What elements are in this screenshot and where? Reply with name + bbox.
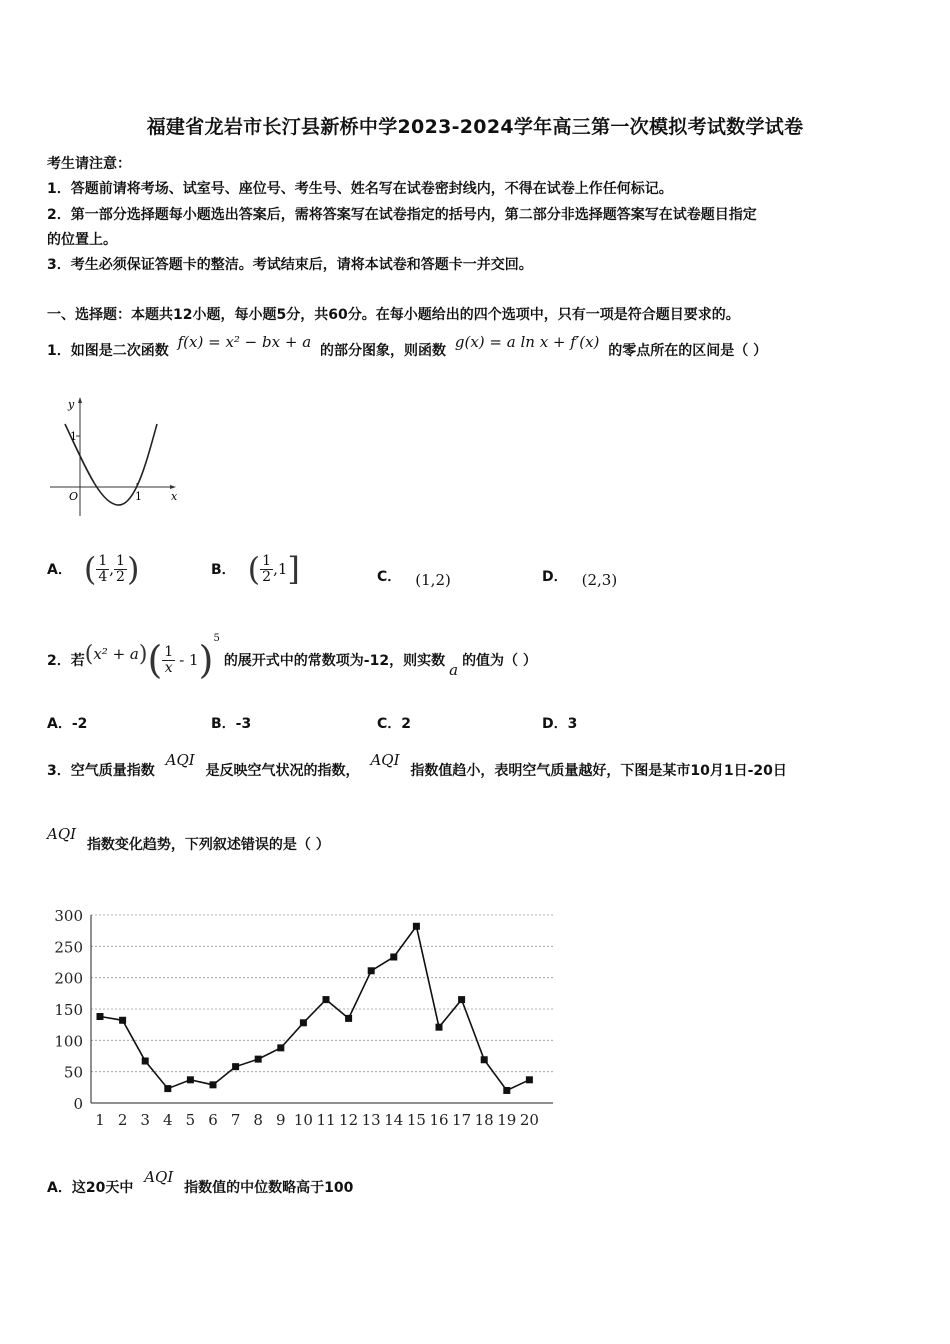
q2-suffix: 的值为（ ） xyxy=(462,653,537,669)
x-tick-label: 3 xyxy=(140,1111,150,1129)
option-label: A． xyxy=(47,716,72,732)
q3-line2: 指数变化趋势，下列叙述错误的是（ ） xyxy=(86,837,330,853)
x-tick-label: 4 xyxy=(163,1111,173,1129)
option-value: (1,2) xyxy=(415,571,451,589)
y-tick-label: 300 xyxy=(54,907,83,925)
frac-den: 4 xyxy=(98,568,108,585)
aqi-data-point xyxy=(300,1019,307,1026)
x-tick-label: 14 xyxy=(384,1111,404,1129)
q1-suffix: 的零点所在的区间是（ ） xyxy=(608,343,768,359)
x-tick-label: 1 xyxy=(135,490,142,503)
x-axis-label: x xyxy=(171,490,178,503)
section-heading: 一、选择题：本题共12小题，每小题5分，共60分。在每小题给出的四个选项中，只有一项是符合题目要求的。 xyxy=(47,307,740,323)
aqi-data-point xyxy=(503,1087,510,1094)
q1-option-c[interactable] xyxy=(377,566,451,589)
option-label: A． xyxy=(47,562,72,578)
question-2: 2．若 ( x² + a ) ( $\frac{1}{x}$ - 1 ) 5 的展开式中的常数项为-12，则实数 a 的值为（ ） xyxy=(47,632,537,682)
x-tick-label: 9 xyxy=(276,1111,286,1129)
q3-aqi-4: AQI xyxy=(144,1168,174,1186)
y-tick-label: 0 xyxy=(73,1095,83,1113)
q3-option-a-prefix: A．这20天中 xyxy=(47,1180,134,1196)
option-label: D． xyxy=(542,569,568,585)
question-3 xyxy=(47,751,787,780)
aqi-data-point xyxy=(481,1056,488,1063)
frac-num: 1 xyxy=(262,552,272,569)
notice-heading: 考生请注意： xyxy=(47,156,131,172)
y-tick-label: 250 xyxy=(54,938,83,957)
option-value: 3 xyxy=(567,716,578,732)
q3-prefix: 3．空气质量指数 xyxy=(47,763,155,779)
frac-den: 2 xyxy=(116,568,125,585)
q1-prefix: 1．如图是二次函数 xyxy=(47,343,169,359)
option-tail: ,1 xyxy=(273,560,288,578)
aqi-data-point xyxy=(368,967,375,974)
q1-option-d[interactable] xyxy=(542,566,618,589)
aqi-data-point xyxy=(413,923,420,930)
q1-g-expression: g(x) = a ln x + f′(x) xyxy=(454,333,600,351)
option-label: D． xyxy=(542,716,568,732)
x-tick-label: 8 xyxy=(253,1111,263,1129)
x-tick-label: 13 xyxy=(361,1111,381,1129)
aqi-data-point xyxy=(97,1013,104,1020)
y-tick-label: 50 xyxy=(63,1063,83,1082)
q1-f-expression: f(x) = x² − bx + a xyxy=(177,333,312,351)
option-label: C． xyxy=(377,569,402,585)
notice-item-3: 3．考生必须保证答题卡的整洁。考试结束后，请将本试卷和答题卡一并交回。 xyxy=(47,257,533,273)
aqi-line-chart xyxy=(45,905,565,1135)
question-3-line-2 xyxy=(47,825,330,854)
frac-num: 1 xyxy=(98,552,108,569)
option-label: C． xyxy=(377,716,402,732)
y-tick-label: 150 xyxy=(54,1001,83,1019)
x-tick-label: 17 xyxy=(452,1111,472,1129)
q2-option-a[interactable] xyxy=(47,713,87,733)
x-tick-label: 2 xyxy=(117,1111,128,1129)
q2-option-c[interactable] xyxy=(377,713,411,733)
q3-middle: 是反映空气状况的指数， xyxy=(205,763,360,779)
q3-aqi-2: AQI xyxy=(370,751,400,769)
aqi-data-point xyxy=(164,1085,171,1092)
x-tick-label: 19 xyxy=(497,1111,517,1129)
x-tick-label: 1 xyxy=(95,1111,105,1129)
q2-prefix: 2．若 xyxy=(47,653,85,669)
q2-middle: 的展开式中的常数项为-12，则实数 xyxy=(223,653,446,669)
aqi-data-point xyxy=(232,1063,239,1070)
q2-exponent: 5 xyxy=(213,632,220,644)
aqi-data-point xyxy=(458,996,465,1003)
option-value: -3 xyxy=(235,716,252,732)
q1-option-a[interactable]: A． ( $\frac{1}{4}$ , $\frac{1}{2}$ ) xyxy=(47,550,140,588)
notice-item-2: 2．第一部分选择题每小题选出答案后，需将答案写在试卷指定的括号内，第二部分非选择题答案写在试卷题目指定 xyxy=(47,207,757,223)
aqi-data-point xyxy=(390,953,397,960)
question-1 xyxy=(47,333,768,360)
notice-item-2-cont: 的位置上。 xyxy=(47,232,117,248)
q3-aqi: AQI xyxy=(165,751,195,769)
aqi-data-point xyxy=(323,996,330,1003)
q3-option-a[interactable] xyxy=(47,1168,354,1197)
x-tick-label: 5 xyxy=(185,1111,196,1129)
x-tick-label: 20 xyxy=(519,1111,539,1129)
q1-option-b[interactable]: B． ( $\frac{1}{2}$ ,1 ] xyxy=(211,550,300,588)
option-value: (2,3) xyxy=(581,571,618,589)
y-tick-label: 200 xyxy=(54,969,83,988)
frac-num: 1 xyxy=(116,552,125,569)
x-tick-label: 6 xyxy=(208,1111,218,1129)
x-tick-label: 7 xyxy=(230,1111,241,1129)
aqi-series-line xyxy=(100,926,529,1090)
y-tick-label: 1 xyxy=(70,430,77,443)
y-axis-label: y xyxy=(68,398,75,411)
frac-den: 2 xyxy=(262,568,272,585)
aqi-data-point xyxy=(119,1017,126,1024)
aqi-data-point xyxy=(345,1015,352,1022)
y-tick-label: 100 xyxy=(54,1032,83,1051)
aqi-data-point xyxy=(187,1076,194,1083)
option-value: -2 xyxy=(71,716,88,732)
q3-aqi-3: AQI xyxy=(47,825,77,843)
x-tick-label: 16 xyxy=(429,1111,449,1129)
aqi-data-point xyxy=(255,1056,262,1063)
x-axis-arrow xyxy=(170,485,176,489)
aqi-data-point xyxy=(436,1024,443,1031)
option-label: B． xyxy=(211,716,236,732)
q1-middle: 的部分图象，则函数 xyxy=(320,343,447,359)
q2-option-b[interactable] xyxy=(211,713,251,733)
x-tick-label: 15 xyxy=(406,1111,426,1129)
q2-option-d[interactable] xyxy=(542,713,577,733)
notice-item-1: 1．答题前请将考场、试室号、座位号、考生号、姓名写在试卷密封线内，不得在试卷上作任何标记。 xyxy=(47,181,673,197)
aqi-data-point xyxy=(142,1058,149,1065)
option-label: B． xyxy=(211,562,236,578)
q1-parabola-graph xyxy=(46,394,186,519)
q2-minus-one: - 1 xyxy=(179,651,199,669)
q3-option-a-suffix: 指数值的中位数略高于100 xyxy=(184,1180,354,1196)
x-tick-label: 10 xyxy=(293,1111,313,1129)
aqi-data-point xyxy=(526,1076,533,1083)
option-value: 2 xyxy=(401,716,412,732)
q2-expr-a: x² + a xyxy=(93,645,139,663)
q2-frac-den: x xyxy=(164,659,173,676)
x-tick-label: 18 xyxy=(474,1111,494,1129)
aqi-data-point xyxy=(210,1081,217,1088)
q2-frac-num: 1 xyxy=(164,643,174,660)
origin-label: O xyxy=(69,490,79,503)
y-axis-arrow xyxy=(78,397,82,403)
q2-var: a xyxy=(449,661,459,679)
page-title: 福建省龙岩市长汀县新桥中学2023-2024学年高三第一次模拟考试数学试卷 xyxy=(146,116,804,138)
q3-suffix: 指数值趋小，表明空气质量越好，下图是某市10月1日-20日 xyxy=(410,763,787,779)
x-tick-label: 12 xyxy=(339,1111,359,1129)
aqi-data-point xyxy=(277,1044,284,1051)
x-tick-label: 11 xyxy=(316,1111,336,1129)
